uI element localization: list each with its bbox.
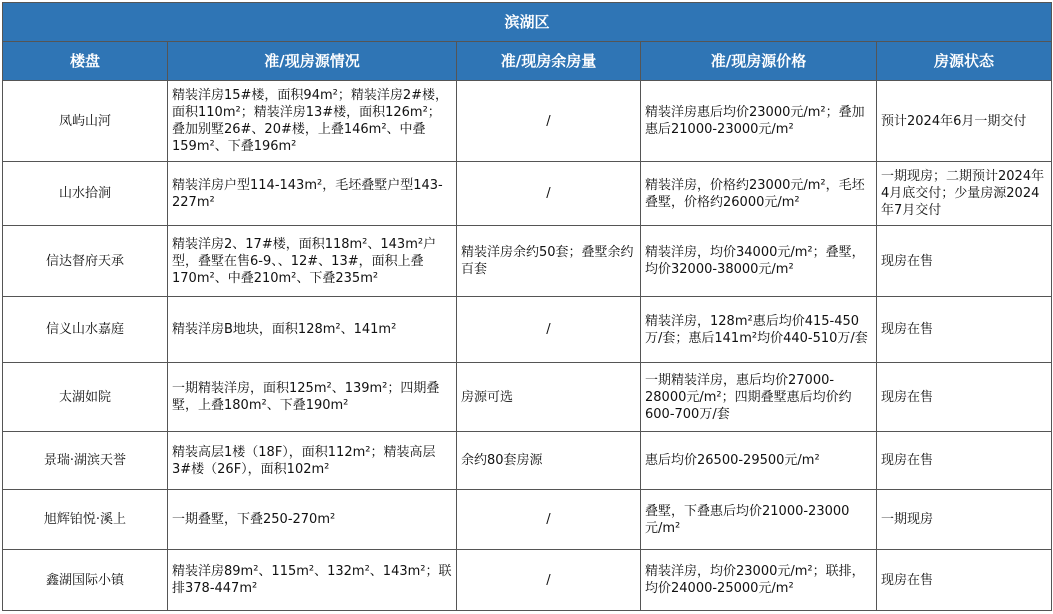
situation-cell: 精装洋房户型114-143m²，毛坯叠墅户型143-227m² [168, 162, 457, 226]
remaining-cell: / [457, 297, 641, 363]
status-cell: 预计2024年6月一期交付 [877, 81, 1052, 162]
table-row [3, 226, 1052, 297]
table-row [3, 297, 1052, 363]
remaining-cell: / [457, 162, 641, 226]
table-row [3, 162, 1052, 226]
price-cell: 精装洋房惠后均价23000元/m²；叠加惠后21000-23000元/m² [641, 81, 877, 162]
situation-cell: 一期叠墅，下叠250-270m² [168, 490, 457, 550]
status-cell: 现房在售 [877, 226, 1052, 297]
situation-cell: 精装洋房B地块，面积128m²、141m² [168, 297, 457, 363]
table-row [3, 490, 1052, 550]
table-row [3, 550, 1052, 611]
price-cell: 一期精装洋房，惠后均价27000-28000元/m²；四期叠墅惠后均价约600-700万/套 [641, 363, 877, 432]
header-situation: 准/现房源情况 [168, 42, 457, 81]
status-cell: 现房在售 [877, 297, 1052, 363]
status-cell: 一期现房 [877, 490, 1052, 550]
status-cell: 一期现房；二期预计2024年4月底交付；少量房源2024年7月交付 [877, 162, 1052, 226]
housing-table-container [2, 2, 1051, 611]
project-name: 鑫湖国际小镇 [3, 550, 168, 611]
price-cell: 惠后均价26500-29500元/m² [641, 432, 877, 490]
table-row [3, 432, 1052, 490]
remaining-cell: 房源可选 [457, 363, 641, 432]
remaining-cell: / [457, 550, 641, 611]
remaining-cell: 精装洋房余约50套；叠墅余约百套 [457, 226, 641, 297]
status-cell: 现房在售 [877, 363, 1052, 432]
price-cell: 叠墅，下叠惠后均价21000-23000元/m² [641, 490, 877, 550]
situation-cell: 一期精装洋房，面积125m²、139m²；四期叠墅，上叠180m²、下叠190m² [168, 363, 457, 432]
project-name: 山水拾涧 [3, 162, 168, 226]
table-row [3, 363, 1052, 432]
housing-table [2, 2, 1052, 611]
price-cell: 精装洋房，价格约23000元/m²，毛坯叠墅，价格约26000元/m² [641, 162, 877, 226]
remaining-cell: / [457, 81, 641, 162]
situation-cell: 精装洋房15#楼，面积94m²；精装洋房2#楼，面积110m²；精装洋房13#楼，面积126m²；叠加别墅26#、20#楼，上叠146m²、中叠159m²、下叠196m² [168, 81, 457, 162]
price-cell: 精装洋房，128m²惠后均价415-450万/套；惠后141m²均价440-510万/套 [641, 297, 877, 363]
table-title: 滨湖区 [3, 3, 1052, 42]
remaining-cell: / [457, 490, 641, 550]
project-name: 太湖如院 [3, 363, 168, 432]
status-cell: 现房在售 [877, 550, 1052, 611]
header-remaining: 准/现房余房量 [457, 42, 641, 81]
project-name: 旭辉铂悦·溪上 [3, 490, 168, 550]
situation-cell: 精装洋房89m²、115m²、132m²、143m²；联排378-447m² [168, 550, 457, 611]
header-status: 房源状态 [877, 42, 1052, 81]
project-name: 凤屿山河 [3, 81, 168, 162]
situation-cell: 精装高层1楼（18F），面积112m²；精装高层3#楼（26F），面积102m² [168, 432, 457, 490]
header-price: 准/现房源价格 [641, 42, 877, 81]
project-name: 景瑞·湖滨天誉 [3, 432, 168, 490]
project-name: 信达督府天承 [3, 226, 168, 297]
price-cell: 精装洋房，均价23000元/m²；联排，均价24000-25000元/m² [641, 550, 877, 611]
status-cell: 现房在售 [877, 432, 1052, 490]
header-name: 楼盘 [3, 42, 168, 81]
project-name: 信义山水嘉庭 [3, 297, 168, 363]
price-cell: 精装洋房，均价34000元/m²；叠墅，均价32000-38000元/m² [641, 226, 877, 297]
situation-cell: 精装洋房2、17#楼，面积118m²、143m²户型，叠墅在售6-9、、12#、13#，面积上叠170m²、中叠210m²、下叠235m² [168, 226, 457, 297]
table-row [3, 81, 1052, 162]
remaining-cell: 余约80套房源 [457, 432, 641, 490]
